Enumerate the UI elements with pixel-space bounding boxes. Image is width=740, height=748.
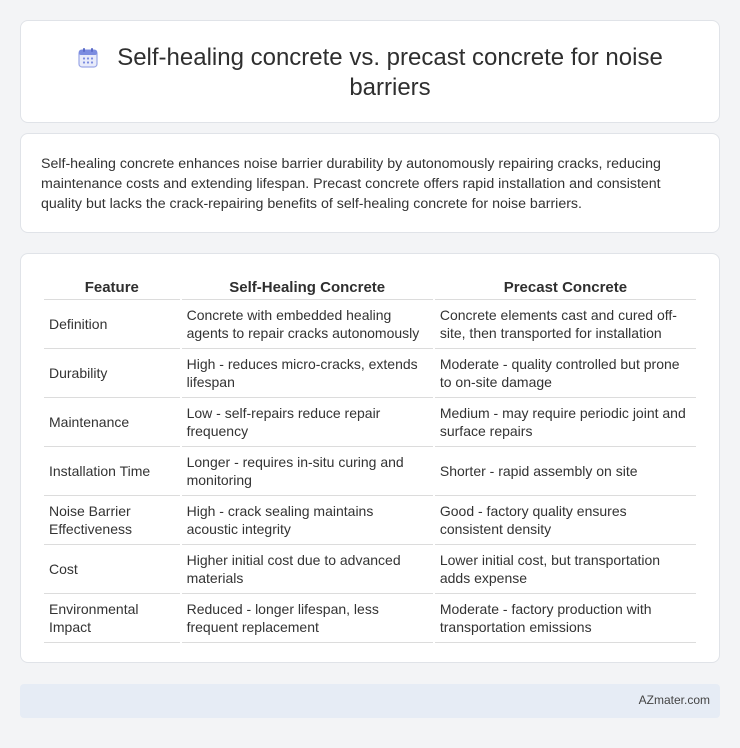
footer-bar <box>20 684 720 718</box>
table-row <box>44 545 696 594</box>
feature-cell: Maintenance <box>44 398 180 447</box>
feature-cell: Definition <box>44 300 180 349</box>
feature-cell: Cost <box>44 545 180 594</box>
table-row <box>44 594 696 643</box>
title-card <box>20 20 720 123</box>
precast-cell: Lower initial cost, but transportation adds expense <box>435 545 696 594</box>
header-feature: Feature <box>44 274 180 300</box>
header-precast: Precast Concrete <box>435 274 696 300</box>
self-healing-cell: Concrete with embedded healing agents to repair cracks autonomously <box>182 300 433 349</box>
precast-cell: Shorter - rapid assembly on site <box>435 447 696 496</box>
precast-cell: Concrete elements cast and cured off-site, then transported for installation <box>435 300 696 349</box>
header-self-healing: Self-Healing Concrete <box>182 274 433 300</box>
table-header-row <box>44 274 696 300</box>
precast-cell: Moderate - quality controlled but prone to on-site damage <box>435 349 696 398</box>
precast-cell: Moderate - factory production with transportation emissions <box>435 594 696 643</box>
feature-cell: Noise Barrier Effectiveness <box>44 496 180 545</box>
self-healing-cell: High - reduces micro-cracks, extends lifespan <box>182 349 433 398</box>
table-row <box>44 447 696 496</box>
self-healing-cell: Longer - requires in-situ curing and monitoring <box>182 447 433 496</box>
self-healing-cell: Low - self-repairs reduce repair frequency <box>182 398 433 447</box>
precast-cell: Good - factory quality ensures consistent density <box>435 496 696 545</box>
feature-cell: Environmental Impact <box>44 594 180 643</box>
self-healing-cell: Higher initial cost due to advanced materials <box>182 545 433 594</box>
feature-cell: Durability <box>44 349 180 398</box>
page-title: Self-healing concrete vs. precast concrete for noise barriers <box>117 44 663 101</box>
table-row <box>44 300 696 349</box>
comparison-table <box>42 274 698 643</box>
table-row <box>44 349 696 398</box>
table-row <box>44 496 696 545</box>
title-wrap <box>21 43 719 103</box>
self-healing-cell: Reduced - longer lifespan, less frequent replacement <box>182 594 433 643</box>
summary-card <box>20 133 720 233</box>
table-row <box>44 398 696 447</box>
footer-brand[interactable]: AZmater.com <box>638 693 710 707</box>
precast-cell: Medium - may require periodic joint and surface repairs <box>435 398 696 447</box>
self-healing-cell: High - crack sealing maintains acoustic integrity <box>182 496 433 545</box>
comparison-table-card <box>20 253 720 663</box>
feature-cell: Installation Time <box>44 447 180 496</box>
summary-text: Self-healing concrete enhances noise barrier durability by autonomously repairing cracks, reducing maintenance costs and extending lifespan. Precast concrete offers rapid installation and consistent quality but lacks the crack-repairing benefits of self-healing concrete for noise barriers. <box>41 156 661 212</box>
